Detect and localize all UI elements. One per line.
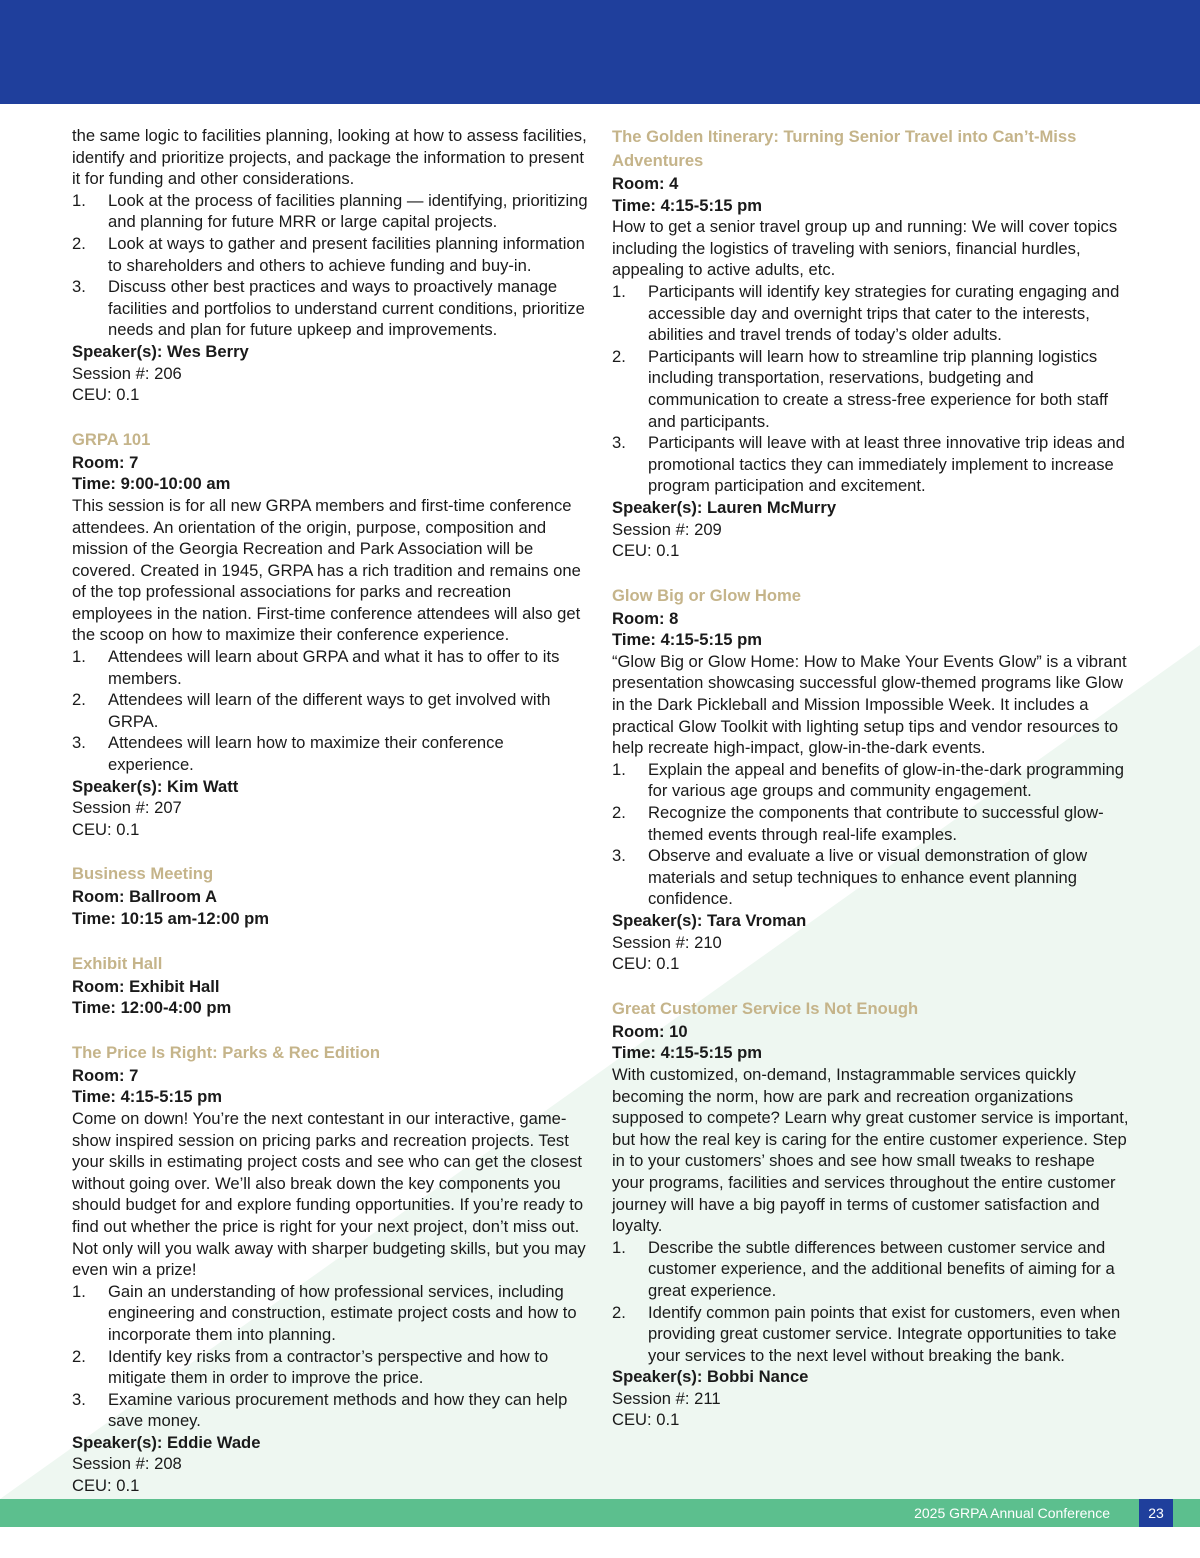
session-title-exhibit-hall: Exhibit Hall [72,953,163,973]
page-number: 23 [1139,1499,1173,1527]
session-objectives [72,1281,592,1432]
session-room: Room: Exhibit Hall [72,976,220,996]
session-description: This session is for all new GRPA members and first-time conference attendees. An orientation of the origin, purpose, composition and mission of the Georgia Recreation and Park Association will be covered. Created in 1945, GRPA has a rich tradition and remains one of the top professional associations for parks and recreation employees in the nation. First-time conference attendees will also get the scoop on how to maximize their conference experience. [72,495,581,645]
session-title-business-meeting: Business Meeting [72,864,214,884]
list-item: 1. Participants will identify key strategies for curating engaging and accessible day and overnight trips that cater to the interests, abilities and travel trends of today’s older adults. [612,281,1120,345]
session-time: Time: 4:15-5:15 pm [612,1043,763,1063]
list-item: 3. Observe and evaluate a live or visual demonstration of glow materials and setup techniques to enhance event planning confidence. [612,846,1088,909]
header-band [0,0,1200,104]
right-column [612,125,1130,1431]
list-item: 2. Attendees will learn of the different ways to get involved with GRPA. [72,690,551,731]
session-time: Time: 10:15 am-12:00 pm [72,909,270,928]
speaker: Speaker(s): Eddie Wade [72,1432,261,1452]
list-item: 2. Participants will learn how to streamline trip planning logistics including transportation, reservations, budgeting and communication to create a stress-free experience for both staff and participants. [612,346,1108,431]
session-title-golden-itinerary: The Golden Itinerary: Turning Senior Travel into Can’t-Miss Adventures [612,127,1077,170]
session-time: Time: 4:15-5:15 pm [72,1087,223,1107]
speaker: Speaker(s): Wes Berry [72,341,249,361]
session-number: Session #: 208 [72,1454,182,1474]
ceu: CEU: 0.1 [612,1410,680,1430]
session-room: Room: 7 [72,452,139,472]
session-number: Session #: 209 [612,519,722,539]
speaker: Speaker(s): Bobbi Nance [612,1367,809,1387]
session-room: Room: Ballroom A [72,887,218,907]
session-objectives [72,646,592,776]
session-number: Session #: 207 [72,798,182,818]
ceu: CEU: 0.1 [72,819,140,839]
session-description: “Glow Big or Glow Home: How to Make Your Events Glow” is a vibrant presentation showcasing successful glow-themed programs like Glow in the Dark Pickleball and Mission Impossible Week. It includes a practical Glow Toolkit with lighting setup tips and vendor resources to help recreate high-impact, glow-in-the-dark events. [612,651,1127,758]
session-description: With customized, on-demand, Instagrammable services quickly becoming the norm, how are park and recreation organizations supposed to compete? Learn why great customer service is important, but how the real key is caring for the entire customer experience. Step in to your customers’ shoes and see how small tweaks to reshape your programs, facilities and services throughout the entire customer journey will have a big payoff in terms of customer satisfaction and loyalty. [612,1064,1129,1236]
list-item: 1. Gain an understanding of how professional services, including engineering and construction, estimate project costs and how to incorporate them into planning. [72,1281,577,1344]
list-item: 1. Attendees will learn about GRPA and what it has to offer to its members. [72,647,560,688]
session-title-customer-service: Great Customer Service Is Not Enough [612,998,919,1018]
list-item: 1. Look at the process of facilities planning — identifying, prioritizing and planning for future MRR or large capital projects. [72,190,588,232]
session-time: Time: 4:15-5:15 pm [612,195,763,215]
session-objectives [612,759,1130,910]
session-description: How to get a senior travel group up and running: We will cover topics including the logistics of traveling with seniors, financial hurdles, appealing to active adults, etc. [612,217,1118,280]
session-number: Session #: 210 [612,932,722,952]
session-objectives [612,281,1130,497]
ceu: CEU: 0.1 [612,954,680,974]
speaker: Speaker(s): Kim Watt [72,776,239,796]
speaker: Speaker(s): Lauren McMurry [612,497,837,517]
list-item: 3. Discuss other best practices and ways to proactively manage facilities and portfolios to understand current conditions, prioritize needs and plan for future upkeep and improvements. [72,277,585,340]
list-item: 2. Recognize the components that contribute to successful glow-themed events through real-life examples. [612,803,1104,844]
list-item: 1. Describe the subtle differences between customer service and customer experience, and the additional benefits of aiming for a great experience. [612,1237,1115,1300]
ceu: CEU: 0.1 [72,1476,140,1496]
intro-objectives [72,190,592,341]
list-item: 2. Identify key risks from a contractor’s perspective and how to mitigate them in order to improve the price. [72,1346,549,1388]
footer-conference-label: 2025 GRPA Annual Conference [914,1505,1110,1521]
ceu: CEU: 0.1 [612,541,680,561]
session-number: Session #: 211 [612,1388,721,1408]
session-objectives [612,1237,1130,1367]
session-room: Room: 7 [72,1065,139,1085]
intro-description: the same logic to facilities planning, looking at how to assess facilities, identify and prioritize projects, and package the information to present it for funding and other considerations. [72,126,587,189]
list-item: 1. Explain the appeal and benefits of glow-in-the-dark programming for various age groups and community engagement. [612,759,1124,801]
session-title-grpa-101: GRPA 101 [72,429,151,449]
session-room: Room: 10 [612,1021,688,1041]
list-item: 3. Examine various procurement methods and how they can help save money. [72,1389,568,1431]
session-room: Room: 8 [612,608,679,628]
session-description: Come on down! You’re the next contestant in our interactive, game-show inspired session on pricing parks and recreation projects. Test your skills in estimating project costs and see who can get the closest without going over. We’ll also break down the key components you should budget for and explore funding opportunities. If you’re ready to find out whether the price is right for your next project, don’t miss out. Not only will you walk away with sharper budgeting skills, but you may even win a prize! [72,1108,586,1280]
session-title-glow-big: Glow Big or Glow Home [612,585,801,605]
session-number: Session #: 206 [72,363,182,383]
session-room: Room: 4 [612,174,679,193]
session-title-price-is-right: The Price Is Right: Parks & Rec Edition [72,1042,380,1062]
list-item: 3. Participants will leave with at least three innovative trip ideas and promotional tactics they can immediately implement to increase program participation and excitement. [612,433,1125,496]
left-column [72,125,592,1497]
session-time: Time: 12:00-4:00 pm [72,998,232,1018]
session-time: Time: 4:15-5:15 pm [612,630,763,650]
list-item: 3. Attendees will learn how to maximize their conference experience. [72,733,504,775]
session-time: Time: 9:00-10:00 am [72,474,231,494]
list-item: 2. Identify common pain points that exist for customers, even when providing great customer service. Integrate opportunities to take your services to the next level without breaking the bank. [612,1302,1121,1365]
speaker: Speaker(s): Tara Vroman [612,911,807,930]
list-item: 2. Look at ways to gather and present facilities planning information to shareholders and others to achieve funding and buy-in. [72,233,585,275]
ceu: CEU: 0.1 [72,385,140,405]
